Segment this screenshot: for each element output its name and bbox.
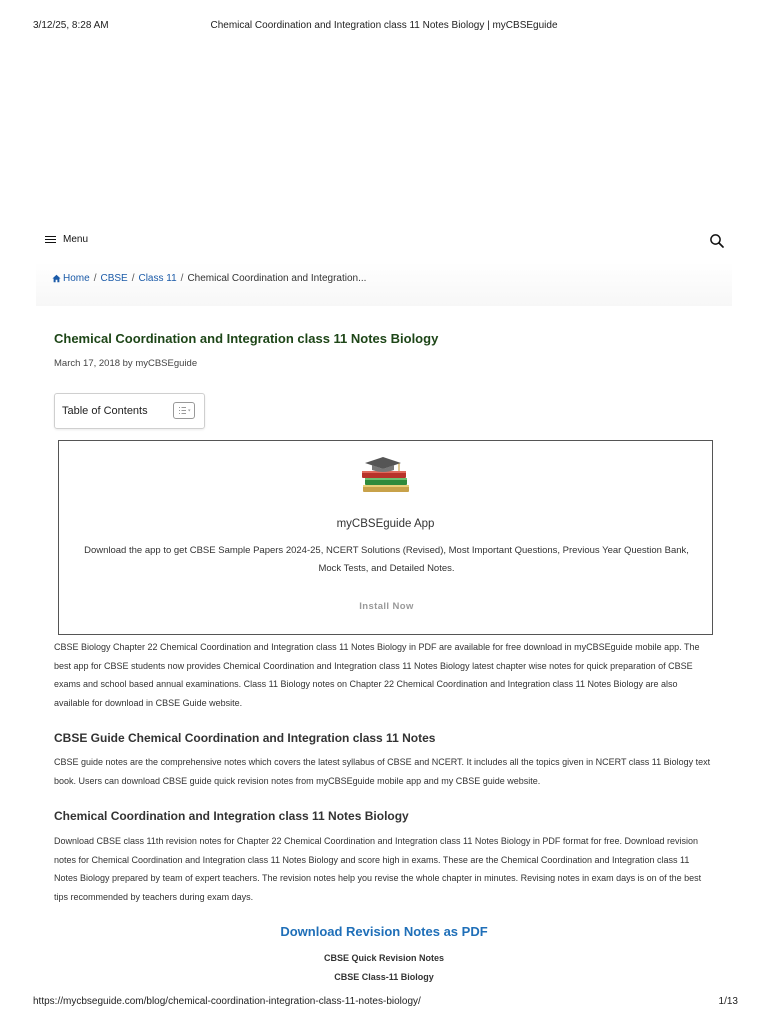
app-description: Download the app to get CBSE Sample Papers 2024-25, NCERT Solutions (Revised), Most Important Questions, Previous Year Question Bank, Mock Tests, and Detailed Notes. — [84, 545, 689, 574]
breadcrumb-class-11[interactable]: Class 11 — [138, 273, 177, 284]
menu-label: Menu — [63, 234, 89, 245]
class-label: CBSE Class-11 Biology — [334, 972, 434, 982]
quick-revision-label: CBSE Quick Revision Notes — [323, 953, 445, 963]
print-page-number: 1/13 — [718, 996, 738, 1007]
print-url: https://mycbseguide.com/blog/chemical-coordination-integration-class-11-notes-biology/ — [33, 996, 421, 1007]
page-title: Chemical Coordination and Integration class 11 Notes Biology — [54, 331, 439, 346]
home-icon — [52, 274, 61, 283]
print-page-title: Chemical Coordination and Integration class 11 Notes Biology | myCBSEguide — [210, 20, 558, 31]
search-icon[interactable] — [709, 233, 725, 249]
print-header — [0, 20, 768, 34]
breadcrumb-separator: / — [131, 273, 135, 284]
section-paragraph: Download CBSE class 11th revision notes for Chapter 22 Chemical Coordination and Integration class 11 Notes Biology in PDF format for free. Download revision notes for Chemical Coordination and Integration class 11 Notes Biology and score high in exams. These are the Chemical Coordination and Integration class 11 Notes Biology prepared by team of expert teachers. The revision notes help you revise the whole chapter in minutes. Revising notes in exam days is on of the best tips recommended by teachers during exam days. — [54, 836, 702, 902]
menu-button[interactable] — [45, 234, 88, 245]
intro-paragraph: CBSE Biology Chapter 22 Chemical Coordination and Integration class 11 Notes Biology in PDF are available for free download in myCBSEguide mobile app. The best app for CBSE students now provides Chemical Coordination and Integration class 11 Notes Biology latest chapter wise notes for quick preparation of CBSE exams and school based annual examinations. Class 11 Biology notes on Chapter 22 Chemical Coordination and Integration class 11 Notes Biology are also available for download in CBSE Guide website. — [54, 642, 700, 708]
breadcrumb-bar — [36, 262, 732, 306]
app-promo-box — [58, 440, 713, 635]
print-datetime: 3/12/25, 8:28 AM — [33, 20, 109, 31]
section-heading: CBSE Guide Chemical Coordination and Integration class 11 Notes — [54, 731, 436, 745]
books-graduation-cap-icon — [357, 455, 413, 495]
section-paragraph: CBSE guide notes are the comprehensive notes which covers the latest syllabus of CBSE and NCERT. It includes all the topics given in NCERT class 11 Biology text book. Users can download CBSE guide quick revision notes from myCBSEguide mobile app and my CBSE guide website. — [54, 757, 711, 786]
list-icon — [174, 403, 194, 418]
breadcrumb-home[interactable]: Home — [63, 273, 90, 284]
breadcrumb — [52, 273, 366, 284]
breadcrumb-separator: / — [93, 273, 97, 284]
toc-label: Table of Contents — [62, 405, 148, 417]
table-of-contents — [54, 393, 205, 429]
download-pdf-link[interactable]: Download Revision Notes as PDF — [280, 924, 488, 939]
breadcrumb-separator: / — [180, 273, 184, 284]
breadcrumb-current: Chemical Coordination and Integration... — [187, 273, 367, 284]
section-heading: Chemical Coordination and Integration class 11 Notes Biology — [54, 809, 409, 823]
toc-toggle-button[interactable] — [173, 402, 195, 419]
install-now-button[interactable]: Install Now — [359, 601, 414, 612]
breadcrumb-cbse[interactable]: CBSE — [100, 273, 128, 284]
post-meta: March 17, 2018 by myCBSEguide — [54, 358, 198, 369]
hamburger-icon — [45, 236, 56, 244]
app-name: myCBSEguide App — [336, 518, 435, 530]
